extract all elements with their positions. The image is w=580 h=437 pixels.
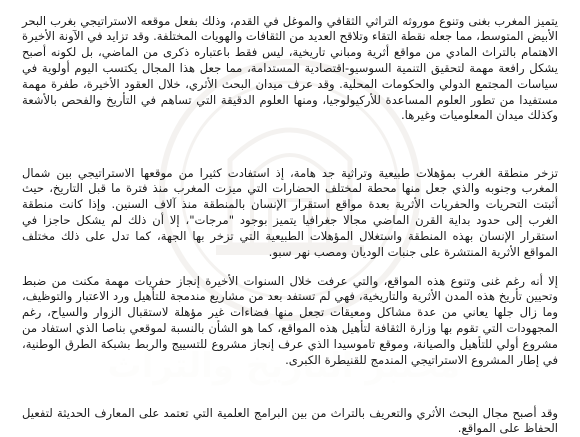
paragraph-3: إلا أنه رغم غنى وتنوع هذه المواقع، والتي عرفت خلال السنوات الأخيرة إنجاز حفريات مهمة مكنت من ضبط وتحيين تأريخ هذه المدن الأثرية والتاريخية، فهي لم تستفد بعد من مشاريع مندمجة للتأهيل ورد الاعتبار والتوظيف، وما زال جلها يعاني من عدة مشاكل ومعيقات تجعل منها فضاءات غير مؤهلة لاستقبال الزوار والسياح، رغم المجهودات التي تقوم بها وزارة الثقافة لتأهيل هذه المواقع، كما هو الشأن بالنسبة لموقعي بناصا الذي استفاد من مشروع أولي للتأهيل والصيانة، وموقع تاموسيدا الذي عرف إنجاز مشروع للتسييج والربط بشبكة الطرق الوطنية، في إطار المشروع الاستراتيجي المندمج للقنيطرة الكبرى. xyxy=(22,273,558,367)
paragraph-2: تزخر منطقة الغرب بمؤهلات طبيعية وتراثية جد هامة، إذ استفادت كثيرا من موقعها الاستراتيجي بين شمال المغرب وجنوبه والذي جعل منها محطة لمختلف الحضارات التي ميزت المغرب منذ فترة ما قبل التاريخ، حيث أثبتت التحريات والحفريات الأثرية بعدة مواقع استقرار الإنسان بالمنطقة منذ آلاف السنين. وإذا كانت منطقة الغرب إلى حدود بداية القرن الماضي مجالا جغرافيا يتميز بوجود "مرجات"، إلا أن ذلك لم يشكل حاجزا في استقرار الإنسان بهذه المنطقة واستغلال المؤهلات الطبيعية التي تزخر بها الجهة، كما تدل على ذلك مختلف المواقع الأثرية المنتشرة على جنبات الوديان ومصب نهر سبو. xyxy=(22,165,558,259)
paragraph-4: وقد أصبح مجال البحث الأثري والتعريف بالتراث من بين البرامج العلمية التي تعتمد على المعارف الحديثة لتفعيل الحفاظ على المواقع. xyxy=(22,405,558,436)
paragraph-1: يتميز المغرب بغنى وتنوع موروثه التراثي الثقافي والموغل في القدم، وذلك بفعل موقعه الاستراتيجي بغرب البحر الأبيض المتوسط، مما جعله نقطة التقاء وتلاقح العديد من الثقافات والهويات المختلفة. وقد تزايد في الآونة الأخيرة الاهتمام بالتراث المادي من مواقع أثرية ومباني تاريخية، ليس فقط باعتباره ذكرى من الماضي، بل لكونه أصبح يشكل رافعة مهمة لتحقيق التنمية السوسيو-اقتصادية المستدامة، مما جعل هذا المجال يكتسب اليوم أولوية في سياسات المجتمع الدولي والحكومات المحلية. وقد عرف ميدان البحث الأثري، خلال العقود الأخيرة، طفرة مهمة مستفيدا من تطور العلوم المساعدة للأركيولوجيا، ومنها العلوم الدقيقة التي تساهم في التأريخ والفحص بالأشعة وكذلك ميدان المعلوميات وغيرها. xyxy=(22,13,558,123)
